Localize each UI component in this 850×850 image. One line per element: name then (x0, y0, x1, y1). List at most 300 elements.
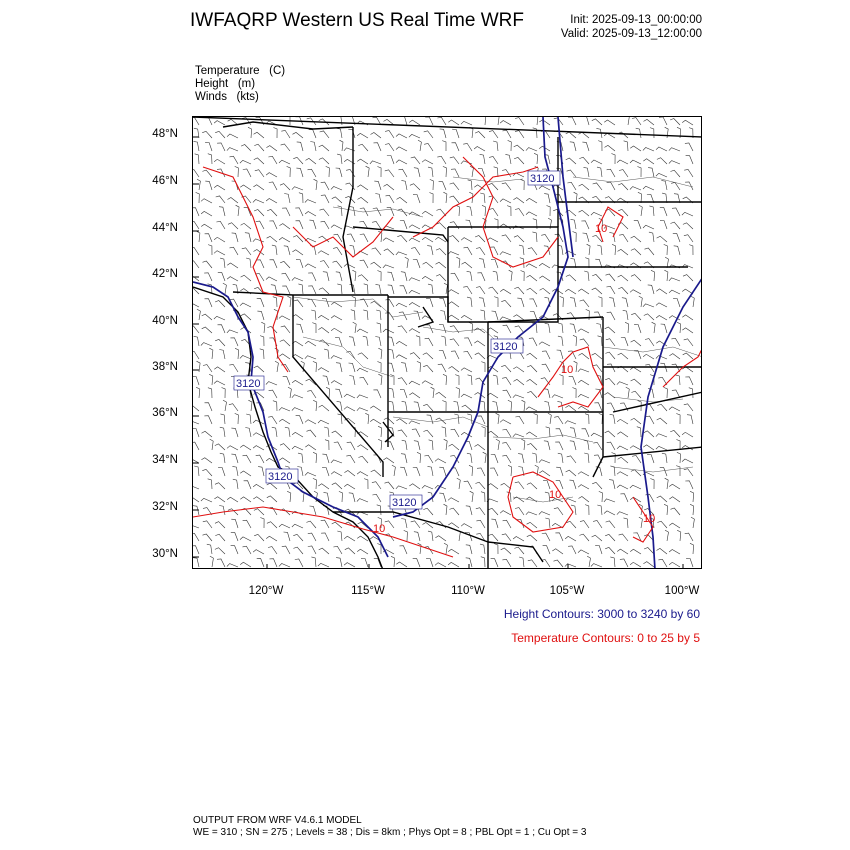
wind-barb (584, 453, 589, 463)
wind-barb (405, 257, 409, 268)
wind-barb (513, 315, 524, 320)
wind-barb (689, 388, 693, 398)
wind-barb (268, 156, 277, 164)
wind-barb (491, 455, 498, 464)
wind-barb (396, 355, 407, 359)
wind-barb (443, 166, 447, 177)
wind-barb (422, 211, 433, 216)
wind-barb (690, 504, 694, 515)
wind-barb (618, 353, 628, 359)
wind-barb (248, 127, 252, 138)
wind-barb (534, 414, 538, 425)
wind-barb (320, 131, 329, 138)
wind-barb (468, 180, 472, 190)
wind-barb (193, 533, 199, 541)
wind-barb (623, 310, 628, 320)
wind-barb (377, 167, 381, 178)
wind-barb (377, 505, 381, 515)
wind-barb (449, 367, 460, 373)
wind-barb (340, 140, 344, 151)
wind-barb (293, 236, 303, 243)
wind-barb (256, 455, 264, 463)
wind-barb (388, 285, 394, 294)
wind-barb (331, 472, 342, 476)
wind-barb (592, 482, 602, 489)
wind-barb (489, 287, 499, 294)
wind-barb (493, 141, 498, 151)
wind-barb (215, 534, 225, 541)
wind-barb (584, 167, 590, 177)
wind-barb (661, 324, 667, 333)
wind-barb (318, 315, 329, 320)
wind-barb (377, 544, 381, 555)
wind-barb (296, 416, 303, 424)
wind-barb (483, 452, 487, 463)
wind-barb (320, 209, 330, 216)
wind-barb (331, 187, 342, 191)
wind-barb (582, 429, 590, 437)
wind-barb (520, 258, 524, 268)
wind-barb (400, 546, 408, 554)
wind-barb (232, 466, 238, 476)
wind-barb (579, 353, 590, 359)
wind-barb (266, 382, 277, 385)
wind-barb (491, 519, 498, 528)
wind-barb (479, 298, 485, 307)
wind-barb (605, 145, 616, 151)
wind-barb (597, 245, 602, 255)
wind-barb (587, 556, 590, 567)
wind-barb (683, 223, 693, 229)
wind-barb (684, 404, 693, 411)
wind-barb (292, 395, 303, 398)
wind-barb (669, 148, 680, 151)
wind-barb (283, 377, 290, 385)
wind-barb (426, 298, 433, 307)
wind-barb (209, 348, 213, 359)
wind-barb (409, 329, 420, 333)
wind-barb (645, 248, 655, 255)
wind-barb (578, 394, 589, 398)
lat-label-42: 42°N (152, 268, 178, 280)
wind-barb (307, 391, 316, 399)
wind-barb (542, 351, 550, 359)
wind-barb (578, 289, 589, 294)
wind-barb (227, 263, 238, 268)
wind-barb (196, 192, 200, 203)
wind-barb (518, 454, 524, 463)
wind-barb (685, 143, 693, 151)
wind-barb (258, 467, 264, 476)
wind-barb (541, 235, 550, 243)
wind-barb (630, 290, 641, 294)
wind-barb (502, 183, 511, 190)
wind-barb (266, 173, 277, 177)
wind-barb (269, 182, 277, 190)
wind-barb (501, 548, 511, 554)
wind-barb (387, 156, 394, 165)
wind-barb (428, 531, 433, 541)
wind-barb (475, 482, 485, 489)
wind-barb (620, 494, 628, 502)
wind-barb (581, 221, 589, 229)
wind-barb (476, 520, 485, 528)
wind-barb (685, 377, 693, 385)
wind-barb (539, 186, 550, 190)
wind-barb (372, 494, 381, 502)
wind-barb (636, 128, 641, 138)
wind-barb (480, 310, 485, 320)
wind-barb (193, 170, 199, 177)
wind-barb (643, 304, 654, 307)
wind-barb (617, 419, 628, 424)
wind-barb (337, 154, 342, 164)
wind-barb (494, 167, 498, 177)
wind-barb (466, 545, 472, 554)
wind-barb (456, 257, 460, 268)
wind-barb (450, 183, 459, 190)
wind-barb (282, 286, 290, 294)
wind-barb (467, 206, 472, 216)
wind-barb (671, 508, 681, 515)
wind-barb (502, 429, 511, 437)
wind-barb (311, 557, 316, 567)
wind-barb (482, 117, 486, 125)
wind-barb (391, 556, 395, 567)
wind-barb (337, 117, 342, 125)
wind-barb (439, 351, 446, 360)
wind-barb (253, 497, 264, 502)
wind-barb (579, 534, 589, 541)
wind-barb (357, 395, 368, 398)
wind-barb (467, 453, 472, 463)
wind-barb (466, 506, 472, 515)
wind-barb (630, 187, 641, 190)
wind-barb (335, 389, 342, 398)
wind-barb (670, 119, 680, 126)
wind-barb (396, 341, 407, 346)
wind-barb (672, 208, 680, 216)
wind-barb (545, 323, 550, 333)
wind-barb (431, 387, 435, 398)
wind-barb (630, 446, 641, 450)
wind-barb (579, 210, 589, 216)
wind-barb (295, 559, 303, 567)
wind-barb (464, 481, 472, 489)
wind-barb (231, 546, 238, 554)
wind-barb (215, 131, 225, 138)
wind-barb (565, 564, 576, 567)
wind-barb (535, 117, 539, 125)
wind-barb (502, 170, 511, 177)
wind-barb (266, 277, 277, 281)
wind-barb (305, 264, 316, 268)
wind-barb (687, 415, 693, 424)
wind-barb (479, 259, 485, 268)
wind-barb (409, 225, 420, 229)
wind-barb (580, 521, 589, 528)
wind-barb (243, 520, 251, 528)
wind-barb (306, 158, 317, 164)
wind-barb (566, 132, 576, 138)
wind-barb (296, 221, 304, 229)
wind-barb (202, 131, 212, 138)
wind-barb (529, 299, 537, 307)
wind-barb (539, 263, 550, 268)
wind-barb (647, 454, 654, 463)
wind-barb (436, 262, 447, 268)
wind-barb (253, 185, 264, 190)
wind-barb (671, 338, 680, 346)
wind-barb (682, 459, 693, 463)
wind-barb (527, 522, 537, 528)
map-panel[interactable] (192, 116, 702, 569)
wind-barb (649, 206, 654, 216)
wind-barb (462, 405, 472, 411)
wind-barb (305, 341, 316, 346)
wind-barb (270, 559, 278, 567)
wind-barb (366, 166, 370, 177)
wind-barb (357, 329, 368, 333)
wind-barb (496, 413, 500, 424)
wind-barb (385, 144, 394, 151)
wind-barb (617, 382, 628, 385)
wind-barb (470, 491, 474, 502)
wind-barb (217, 559, 225, 567)
wind-barb (241, 314, 251, 320)
wind-barb (487, 393, 498, 398)
wind-barb (450, 339, 459, 346)
wind-barb (377, 362, 381, 373)
height-label-3: 3120 (236, 378, 261, 390)
wind-barb (487, 238, 498, 242)
wind-barb (591, 433, 602, 437)
wind-barb (215, 483, 225, 489)
lat-label-40: 40°N (152, 315, 178, 327)
wind-barb (508, 140, 512, 151)
wind-barb (582, 142, 589, 151)
wind-barb (358, 144, 368, 151)
wind-barb (349, 493, 355, 502)
wind-barb (677, 322, 681, 333)
wind-barb (220, 427, 225, 437)
wind-barb (621, 338, 628, 347)
wind-barb (596, 324, 602, 334)
wind-barb (396, 134, 407, 138)
wind-barb (295, 208, 303, 216)
wind-barb (428, 284, 433, 294)
wind-barb (350, 245, 355, 255)
wind-barb (669, 161, 680, 164)
wind-barb (579, 184, 589, 190)
wind-barb (254, 132, 265, 138)
wind-barb (649, 232, 654, 242)
wind-barb (657, 521, 667, 528)
wind-barb (309, 220, 316, 229)
wind-barb (617, 432, 628, 437)
wind-barb (335, 337, 342, 346)
wind-barb (648, 168, 654, 177)
wind-barb (428, 466, 434, 476)
wind-barb (622, 298, 628, 307)
wind-barb (389, 349, 394, 359)
wind-barb (591, 160, 602, 164)
wind-barb (594, 312, 602, 320)
wind-barb (643, 562, 654, 567)
wind-barb (284, 246, 290, 255)
wind-barb (463, 351, 472, 359)
wind-barb (513, 537, 524, 542)
wind-barb (269, 390, 277, 398)
wind-barb (669, 562, 680, 567)
wind-barb (645, 339, 654, 346)
wind-barb (684, 235, 693, 242)
wind-barb (665, 530, 669, 541)
wind-barb (611, 154, 615, 165)
wind-barb (253, 200, 264, 204)
wind-barb (308, 533, 316, 541)
wind-barb (631, 379, 641, 385)
wind-barb (386, 195, 395, 203)
wind-barb (593, 183, 602, 190)
wind-barb (272, 245, 277, 255)
wind-barb (617, 485, 628, 489)
wind-barb (372, 482, 381, 489)
wind-barb (643, 159, 654, 164)
wind-barb (584, 440, 589, 450)
wind-barb (398, 378, 407, 385)
wind-barb (492, 311, 499, 320)
wind-barb (383, 238, 394, 242)
wind-barb (425, 338, 433, 346)
wind-barb (360, 299, 368, 307)
init-time: Init: 2025-09-13_00:00:00 (570, 14, 702, 26)
wind-barb (449, 236, 459, 243)
height-label-4: 3120 (268, 471, 293, 483)
wind-barb (548, 413, 551, 424)
wind-barb (567, 170, 576, 177)
wind-barb (412, 429, 420, 437)
wind-barb (240, 160, 251, 164)
footer-model: OUTPUT FROM WRF V4.6.1 MODEL (193, 815, 362, 826)
wind-barb (241, 275, 251, 281)
wind-barb (631, 391, 641, 398)
wind-barb (660, 208, 667, 216)
wind-barb (487, 328, 498, 333)
wind-barb (284, 194, 290, 204)
wind-barb (235, 166, 239, 177)
wind-barb (344, 484, 355, 489)
wind-barb (461, 394, 472, 398)
wind-barb (617, 512, 628, 515)
wind-barb (527, 535, 537, 541)
wind-barb (305, 420, 316, 424)
wind-barb (205, 403, 213, 411)
wind-barb (318, 251, 329, 255)
wind-barb (358, 353, 368, 359)
wind-barb (573, 232, 577, 243)
wind-barb (214, 185, 225, 190)
wind-barb (643, 354, 654, 359)
wind-barb (376, 284, 382, 294)
wind-barb (292, 380, 303, 385)
wind-barb (502, 378, 511, 386)
wind-barb (324, 349, 329, 359)
wind-barb (572, 388, 576, 399)
wind-barb (683, 353, 693, 359)
wind-barb (626, 117, 630, 125)
wind-barb (384, 249, 394, 255)
wind-barb (385, 299, 394, 307)
wind-barb (344, 563, 355, 567)
wind-barb (618, 275, 628, 281)
wind-barb (321, 520, 329, 528)
wind-barb (336, 363, 342, 372)
lon-label-105: 105°W (549, 585, 585, 597)
field-height: Height (m) (195, 78, 256, 90)
wind-barb (439, 493, 446, 502)
wind-barb (609, 480, 615, 489)
wind-barb (282, 208, 290, 216)
wind-barb (583, 233, 590, 242)
wind-barb (193, 525, 199, 528)
wind-barb (361, 558, 368, 567)
wind-barb (397, 197, 408, 203)
wind-barb (643, 148, 654, 152)
wind-barb (321, 195, 329, 203)
wind-barb (585, 414, 589, 424)
wind-barb (639, 296, 643, 307)
wind-barb (454, 414, 459, 424)
wind-barb (344, 536, 355, 541)
wind-barb (606, 286, 615, 294)
height-label-2: 3120 (493, 341, 518, 353)
wind-barb (337, 128, 342, 138)
wind-barb (656, 147, 667, 151)
wind-barb (279, 419, 290, 424)
wind-barb (333, 248, 342, 256)
wind-barb (487, 484, 498, 489)
wind-barb (387, 272, 394, 281)
wind-barb (448, 120, 459, 125)
wind-barb (257, 559, 264, 567)
wind-barb (318, 368, 329, 372)
height-label-5: 3120 (392, 497, 417, 509)
wind-barb (604, 120, 615, 125)
wind-barb (565, 536, 576, 541)
wind-barb (423, 430, 433, 437)
wind-barb (637, 167, 641, 178)
wind-barb (396, 252, 407, 255)
wind-barb (310, 506, 317, 515)
wind-barb (570, 298, 576, 307)
wind-barb (305, 473, 316, 477)
wind-barb (297, 142, 303, 151)
wind-barb (542, 533, 550, 541)
wind-barb (332, 431, 342, 437)
wind-barb (424, 131, 433, 138)
wind-barb (231, 533, 238, 541)
wind-barb (253, 239, 264, 242)
wind-barb (267, 209, 277, 216)
wind-barb (526, 148, 537, 151)
wind-barb (526, 212, 537, 216)
wind-barb (222, 388, 226, 399)
wind-barb (435, 459, 446, 463)
wind-barb (558, 453, 563, 463)
wind-barb (201, 343, 212, 346)
wind-barb (652, 322, 656, 333)
